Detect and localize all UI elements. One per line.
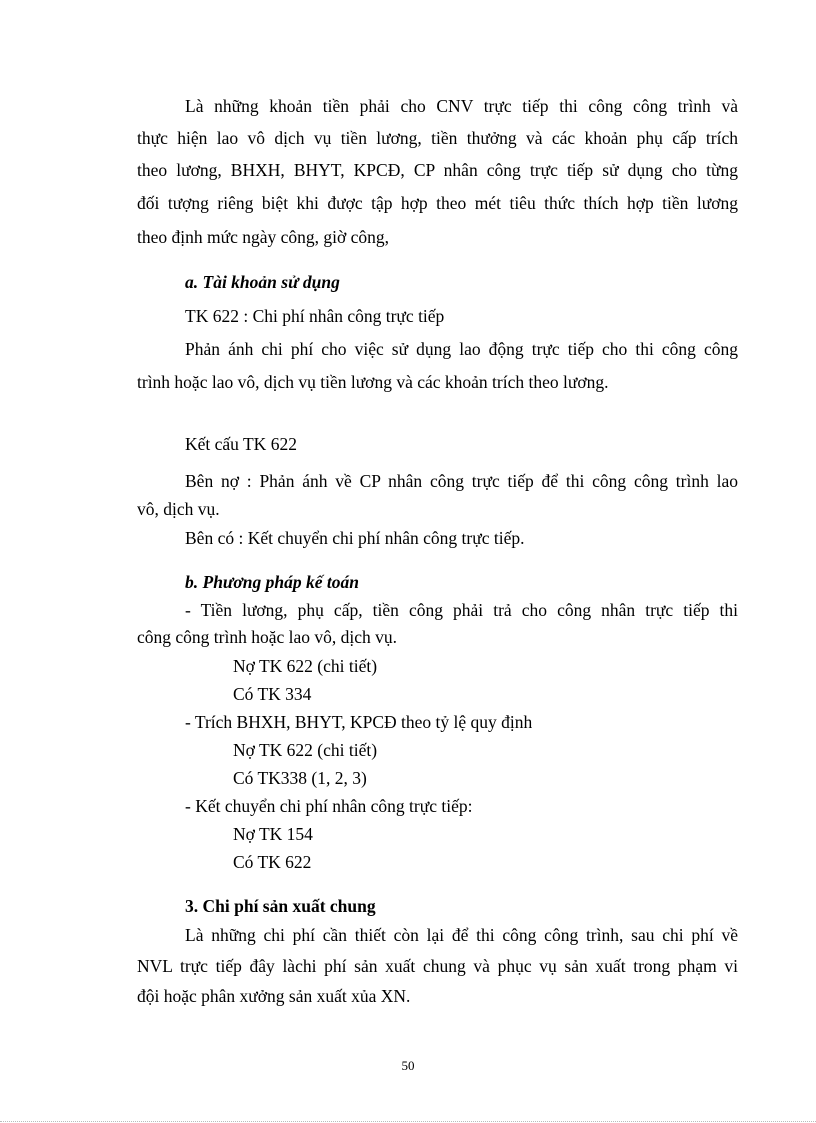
section-a-debit-line-2: vô, dịch vụ. xyxy=(137,499,220,519)
section-3-desc-line-1: Là những chi phí cần thiết còn lại để thi công công trình, sau chi phí về xyxy=(185,925,738,945)
section-b-entry2-debit: Nợ TK 622 (chi tiết) xyxy=(233,740,378,760)
section-b-entry3-credit: Có TK 622 xyxy=(233,852,312,872)
intro-line-1: Là những khoản tiền phải cho CNV trực tiếp thi công công trình và xyxy=(185,96,738,116)
section-a-structure-title: Kết cấu TK 622 xyxy=(185,434,297,454)
section-b-item3: - Kết chuyển chi phí nhân công trực tiếp: xyxy=(185,796,473,816)
section-a-account: TK 622 : Chi phí nhân công trực tiếp xyxy=(185,306,445,326)
intro-line-3: theo lương, BHXH, BHYT, KPCĐ, CP nhân công trực tiếp sử dụng cho từng xyxy=(137,160,738,180)
section-a-desc-line-2: trình hoặc lao vô, dịch vụ tiền lương và các khoản trích theo lương. xyxy=(137,372,609,392)
section-b-item2: - Trích BHXH, BHYT, KPCĐ theo tỷ lệ quy định xyxy=(185,712,533,732)
page-number: 50 xyxy=(401,1058,415,1073)
section-b-entry3-debit: Nợ TK 154 xyxy=(233,824,313,844)
intro-line-2: thực hiện lao vô dịch vụ tiền lương, tiền thưởng và các khoản phụ cấp trích xyxy=(137,128,738,148)
section-a-desc-line-1: Phản ánh chi phí cho việc sử dụng lao động trực tiếp cho thi công công xyxy=(185,339,738,359)
section-b-entry2-credit: Có TK338 (1, 2, 3) xyxy=(233,768,367,788)
section-b-item1-line-2: công công trình hoặc lao vô, dịch vụ. xyxy=(137,627,398,647)
section-b-entry1-credit: Có TK 334 xyxy=(233,684,312,704)
section-a-credit: Bên có : Kết chuyển chi phí nhân công trực tiếp. xyxy=(185,528,525,548)
section-b-entry1-debit: Nợ TK 622 (chi tiết) xyxy=(233,656,378,676)
section-3-desc-line-2: NVL trực tiếp đây làchi phí sản xuất chung và phục vụ sản xuất trong phạm vi xyxy=(137,956,738,976)
section-a-heading: a. Tài khoản sử dụng xyxy=(185,272,340,292)
section-3-desc-line-3: đội hoặc phân xưởng sản xuất xủa XN. xyxy=(137,986,411,1006)
page-bottom-divider xyxy=(0,1121,816,1122)
section-b-item1-line-1: - Tiền lương, phụ cấp, tiền công phải trả cho công nhân trực tiếp thi xyxy=(185,600,738,620)
section-b-heading: b. Phương pháp kế toán xyxy=(185,572,360,592)
section-3-heading: 3. Chi phí sản xuất chung xyxy=(185,896,376,916)
section-a-debit-line-1: Bên nợ : Phản ánh về CP nhân công trực tiếp để thi công công trình lao xyxy=(185,471,738,491)
intro-line-4: đối tượng riêng biệt khi được tập hợp theo mét tiêu thức thích hợp tiền lương xyxy=(137,193,738,213)
intro-line-5: theo định mức ngày công, giờ công, xyxy=(137,227,390,247)
